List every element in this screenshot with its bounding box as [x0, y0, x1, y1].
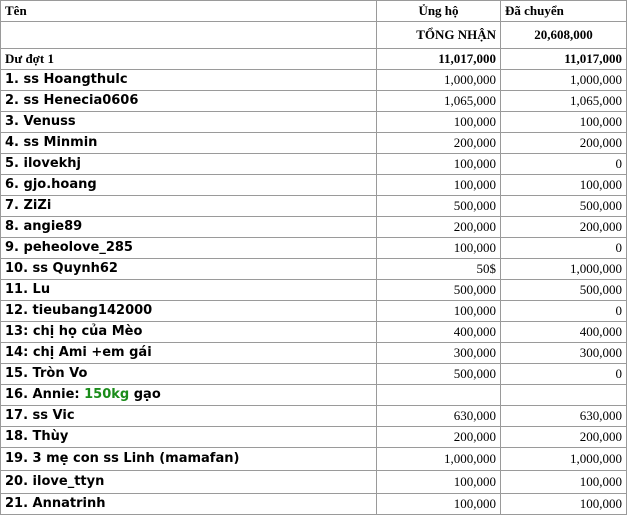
carryover-donated[interactable]: 11,017,000: [377, 49, 501, 70]
table-row: [1, 448, 627, 471]
table-row: [1, 494, 627, 515]
total-label[interactable]: TỔNG NHẬN: [377, 22, 501, 49]
table-row: [1, 322, 627, 343]
transferred-amount[interactable]: 100,000: [501, 175, 627, 196]
donated-amount[interactable]: 200,000: [377, 427, 501, 448]
donor-name[interactable]: 9. peheolove_285: [1, 238, 377, 259]
donated-amount[interactable]: 1,065,000: [377, 91, 501, 112]
header-donated[interactable]: Ủng hộ: [377, 1, 501, 22]
donated-amount[interactable]: 1,000,000: [377, 448, 501, 471]
table-row: [1, 406, 627, 427]
donated-amount[interactable]: 500,000: [377, 196, 501, 217]
table-row: [1, 238, 627, 259]
transferred-amount[interactable]: 0: [501, 154, 627, 175]
donated-amount[interactable]: 100,000: [377, 301, 501, 322]
donated-amount[interactable]: 500,000: [377, 364, 501, 385]
table-row: [1, 175, 627, 196]
transferred-amount[interactable]: 1,000,000: [501, 259, 627, 280]
table-row: [1, 364, 627, 385]
header-transferred[interactable]: Đã chuyển: [501, 1, 627, 22]
header-name[interactable]: Tên: [1, 1, 377, 22]
total-spacer[interactable]: [1, 22, 377, 49]
transferred-amount[interactable]: 1,065,000: [501, 91, 627, 112]
table-row: [1, 280, 627, 301]
transferred-amount[interactable]: 200,000: [501, 427, 627, 448]
donated-amount[interactable]: 100,000: [377, 112, 501, 133]
donor-name[interactable]: 13: chị họ của Mèo: [1, 322, 377, 343]
donor-name[interactable]: 12. tieubang142000: [1, 301, 377, 322]
transferred-amount[interactable]: 200,000: [501, 217, 627, 238]
donor-name-suffix: gạo: [129, 387, 161, 402]
donor-name[interactable]: 1. ss Hoangthulc: [1, 70, 377, 91]
transferred-amount[interactable]: 100,000: [501, 112, 627, 133]
donated-amount[interactable]: 200,000: [377, 133, 501, 154]
table-row: [1, 471, 627, 494]
header-row: [1, 1, 627, 22]
table-row: [1, 385, 627, 406]
donated-amount[interactable]: 100,000: [377, 154, 501, 175]
transferred-amount[interactable]: 0: [501, 238, 627, 259]
donated-amount[interactable]: 100,000: [377, 175, 501, 196]
transferred-amount[interactable]: 0: [501, 301, 627, 322]
transferred-amount[interactable]: 500,000: [501, 280, 627, 301]
rice-amount: 150kg: [84, 387, 130, 402]
table-row: [1, 196, 627, 217]
donor-name[interactable]: 18. Thùy: [1, 427, 377, 448]
transferred-amount[interactable]: 1,000,000: [501, 448, 627, 471]
donated-amount[interactable]: 300,000: [377, 343, 501, 364]
donor-name[interactable]: 10. ss Quynh62: [1, 259, 377, 280]
donor-name[interactable]: [1, 385, 377, 406]
total-row: [1, 22, 627, 49]
donor-name[interactable]: 8. angie89: [1, 217, 377, 238]
transferred-amount[interactable]: 100,000: [501, 471, 627, 494]
donated-amount[interactable]: 200,000: [377, 217, 501, 238]
transferred-amount[interactable]: 300,000: [501, 343, 627, 364]
transferred-amount[interactable]: 400,000: [501, 322, 627, 343]
donor-name-prefix: 16. Annie:: [5, 387, 85, 402]
donor-name[interactable]: 21. Annatrinh: [1, 494, 377, 515]
carryover-name[interactable]: Dư đợt 1: [1, 49, 377, 70]
transferred-amount[interactable]: 0: [501, 364, 627, 385]
donated-amount[interactable]: 50$: [377, 259, 501, 280]
donor-name[interactable]: 5. ilovekhj: [1, 154, 377, 175]
table-row: [1, 133, 627, 154]
donor-name[interactable]: 14: chị Ami +em gái: [1, 343, 377, 364]
donated-amount[interactable]: 100,000: [377, 494, 501, 515]
donor-name[interactable]: 6. gjo.hoang: [1, 175, 377, 196]
donated-amount[interactable]: [377, 385, 501, 406]
table-row: [1, 343, 627, 364]
transferred-amount[interactable]: [501, 385, 627, 406]
donor-name[interactable]: 2. ss Henecia0606: [1, 91, 377, 112]
donor-name[interactable]: 11. Lu: [1, 280, 377, 301]
table-row: [1, 91, 627, 112]
table-row: [1, 427, 627, 448]
donor-name[interactable]: 15. Tròn Vo: [1, 364, 377, 385]
total-value[interactable]: 20,608,000: [501, 22, 627, 49]
carryover-transferred[interactable]: 11,017,000: [501, 49, 627, 70]
donor-name[interactable]: 19. 3 mẹ con ss Linh (mamafan): [1, 448, 377, 471]
carryover-row: [1, 49, 627, 70]
donor-name[interactable]: 20. ilove_ttyn: [1, 471, 377, 494]
donated-amount[interactable]: 630,000: [377, 406, 501, 427]
transferred-amount[interactable]: 200,000: [501, 133, 627, 154]
donor-name[interactable]: 17. ss Vic: [1, 406, 377, 427]
transferred-amount[interactable]: 1,000,000: [501, 70, 627, 91]
donated-amount[interactable]: 1,000,000: [377, 70, 501, 91]
table-row: [1, 154, 627, 175]
transferred-amount[interactable]: 100,000: [501, 494, 627, 515]
donated-amount[interactable]: 100,000: [377, 238, 501, 259]
donor-name[interactable]: 3. Venuss: [1, 112, 377, 133]
transferred-amount[interactable]: 630,000: [501, 406, 627, 427]
table-row: [1, 301, 627, 322]
transferred-amount[interactable]: 500,000: [501, 196, 627, 217]
table-row: [1, 112, 627, 133]
donated-amount[interactable]: 500,000: [377, 280, 501, 301]
donated-amount[interactable]: 400,000: [377, 322, 501, 343]
table-row: [1, 259, 627, 280]
donor-name[interactable]: 7. ZiZi: [1, 196, 377, 217]
table-row: [1, 70, 627, 91]
donor-name[interactable]: 4. ss Minmin: [1, 133, 377, 154]
donated-amount[interactable]: 100,000: [377, 471, 501, 494]
table-row: [1, 217, 627, 238]
